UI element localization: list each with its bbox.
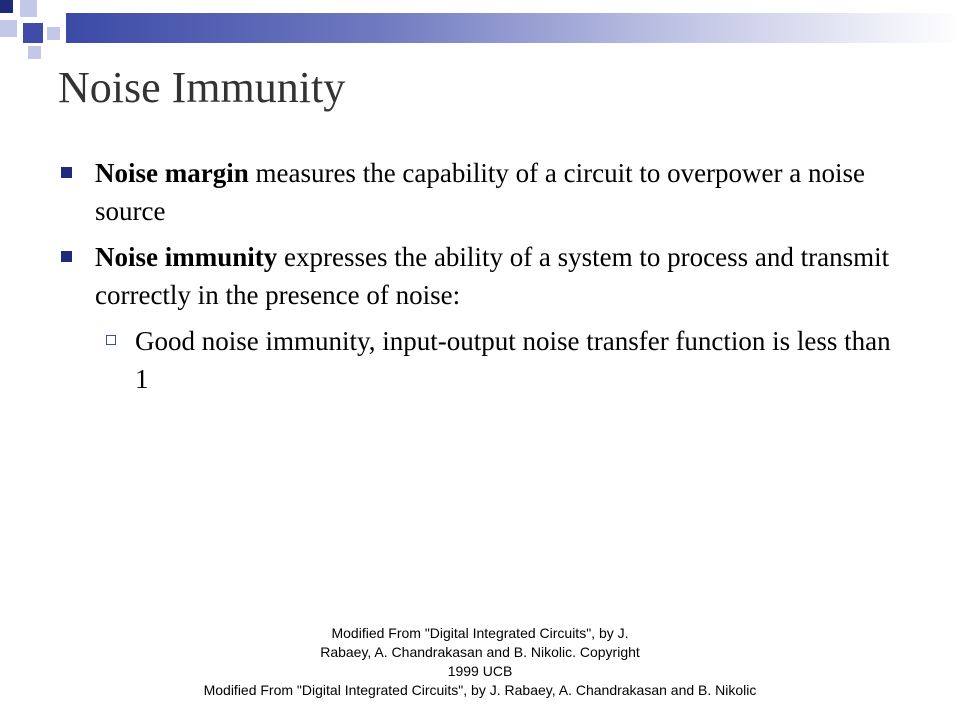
square-bullet-icon: [61, 251, 72, 262]
slide-title: Noise Immunity: [58, 63, 346, 112]
decor-square: [0, 0, 13, 13]
bullet-text: expresses the ability of a system to process and transmit correctly in the presence of noise:: [95, 242, 890, 310]
decor-square: [23, 23, 43, 43]
hollow-square-bullet-icon: [106, 335, 116, 345]
bullet-keyword: Noise margin: [95, 158, 249, 188]
decor-square: [28, 46, 41, 59]
bullet-noise-immunity: [95, 238, 915, 314]
footer-attribution: Modified From "Digital Integrated Circuits", by J. Rabaey, A. Chandrakasan and B. Nikolic: [203, 682, 757, 698]
sub-bullet-good-noise-immunity: [135, 322, 895, 398]
decor-square: [47, 27, 60, 40]
square-bullet-icon: [61, 167, 72, 178]
header-gradient-band: [66, 13, 960, 43]
bullet-keyword: Noise immunity: [95, 242, 278, 272]
footer-copyright-block: Modified From "Digital Integrated Circuits", by J. Rabaey, A. Chandrakasan and B. Nikolic. Copyright 1999 UCB: [320, 625, 640, 679]
bullet-noise-margin: [95, 154, 915, 230]
bullet-text: measures the capability of a circuit to overpower a noise source: [95, 158, 866, 226]
decor-square: [20, 0, 37, 17]
decor-square: [0, 20, 17, 37]
sub-bullet-text: Good noise immunity, input-output noise transfer function is less than 1: [135, 326, 891, 394]
